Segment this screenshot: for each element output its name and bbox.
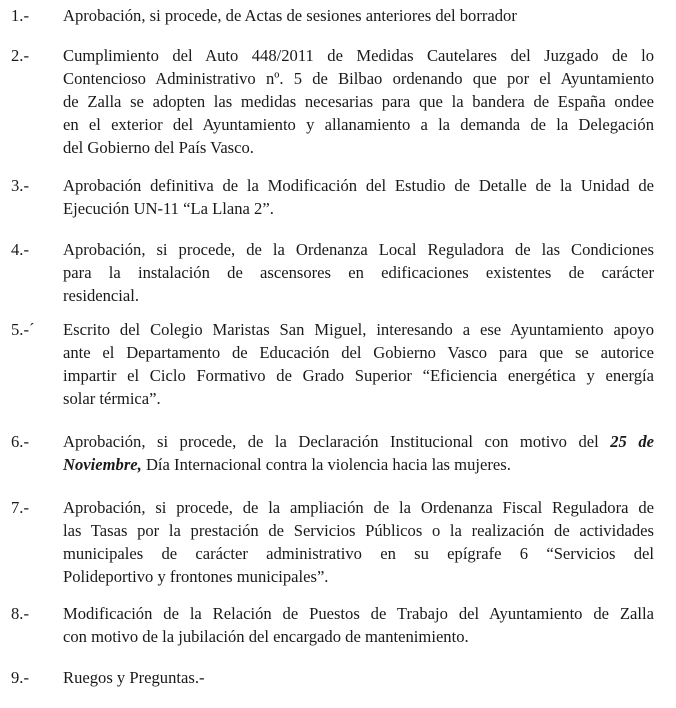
item-line: Aprobación definitiva de la Modificación del Estudio de Detalle de la Unidad de bbox=[63, 176, 654, 195]
item-line: Aprobación, si procede, de Actas de sesiones anteriores del borrador bbox=[63, 6, 517, 25]
item-text bbox=[63, 4, 654, 27]
item-line-text: Aprobación, si procede, de la Declaración Institucional con motivo del bbox=[63, 432, 611, 451]
item-line: las Tasas por la prestación de Servicios Públicos o la realización de actividades bbox=[63, 521, 654, 540]
item-line: residencial. bbox=[63, 286, 140, 305]
item-number: 1.- bbox=[11, 6, 29, 25]
item-text bbox=[63, 430, 654, 476]
item-text bbox=[63, 496, 654, 588]
item-number: 2.- bbox=[11, 46, 29, 65]
item-line: para la instalación de ascensores en edificaciones existentes de carácter bbox=[63, 263, 654, 282]
item-line: Ruegos y Preguntas.- bbox=[63, 668, 205, 687]
item-line-text: Día Internacional contra la violencia hacia las mujeres. bbox=[141, 455, 511, 474]
item-line: con motivo de la jubilación del encargado de mantenimiento. bbox=[63, 627, 469, 646]
item-text bbox=[63, 666, 654, 689]
item-number: 8.- bbox=[11, 604, 29, 623]
item-line bbox=[63, 430, 654, 453]
item-text bbox=[63, 174, 654, 220]
item-line: Ejecución UN-11 “La Llana 2”. bbox=[63, 199, 274, 218]
item-number: 6.- bbox=[11, 432, 29, 451]
item-text bbox=[63, 602, 654, 648]
item-line: Polideportivo y frontones municipales”. bbox=[63, 567, 329, 586]
item-line: impartir el Ciclo Formativo de Grado Superior “Eficiencia energética y energía bbox=[63, 366, 654, 385]
item-line: en el exterior del Ayuntamiento y allanamiento a la demanda de la Delegación bbox=[63, 115, 654, 134]
item-number: 7.- bbox=[11, 498, 29, 517]
item-line: de Zalla se adopten las medidas necesarias para que la bandera de España ondee bbox=[63, 92, 654, 111]
item-text bbox=[63, 318, 654, 410]
item-line: Modificación de la Relación de Puestos de Trabajo del Ayuntamiento de Zalla bbox=[63, 604, 654, 623]
item-text bbox=[63, 238, 654, 307]
item-line: Escrito del Colegio Maristas San Miguel, interesando a ese Ayuntamiento apoyo bbox=[63, 320, 654, 339]
item-line: del Gobierno del País Vasco. bbox=[63, 138, 254, 157]
item-number: 3.- bbox=[11, 176, 29, 195]
item-line: Contencioso Administrativo nº. 5 de Bilbao ordenando que por el Ayuntamiento bbox=[63, 69, 654, 88]
item-line bbox=[63, 453, 654, 476]
item-text bbox=[63, 44, 654, 159]
date-emphasis: 25 de bbox=[610, 432, 654, 451]
item-line: ante el Departamento de Educación del Gobierno Vasco para que se autorice bbox=[63, 343, 654, 362]
item-line: Aprobación, si procede, de la Ordenanza Local Reguladora de las Condiciones bbox=[63, 240, 654, 259]
item-line: municipales de carácter administrativo en su epígrafe 6 “Servicios del bbox=[63, 544, 654, 563]
item-number: 4.- bbox=[11, 240, 29, 259]
date-emphasis: Noviembre, bbox=[63, 455, 142, 474]
item-line: Aprobación, si procede, de la ampliación de la Ordenanza Fiscal Reguladora de bbox=[63, 498, 654, 517]
item-line: Cumplimiento del Auto 448/2011 de Medidas Cautelares del Juzgado de lo bbox=[63, 46, 654, 65]
item-number: 5.-´ bbox=[11, 320, 35, 339]
item-line: solar térmica”. bbox=[63, 389, 161, 408]
item-number: 9.- bbox=[11, 668, 29, 687]
